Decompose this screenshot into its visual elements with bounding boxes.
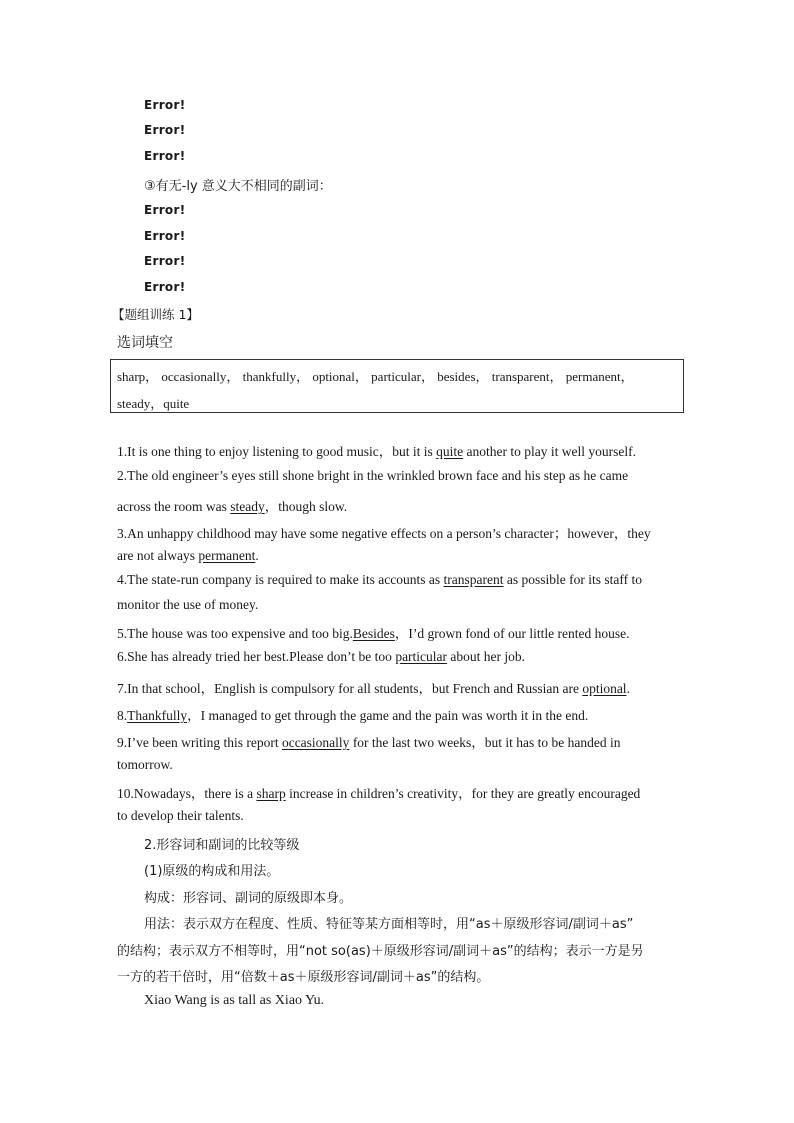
sentence-2-line-1: 2.The old engineer’s eyes still shone bright in the wrinkled brown face and his step as he came <box>117 468 629 483</box>
word-bank-box <box>110 359 684 413</box>
answer-blank: permanent <box>198 548 256 563</box>
sentence-4-line-2: monitor the use of money. <box>117 597 259 612</box>
sentence-9-line-1: 9.I’ve been writing this report occasionally for the last two weeks，but it has to be handed in <box>117 735 621 750</box>
answer-blank: occasionally <box>281 735 350 750</box>
answer-blank: particular <box>395 649 448 664</box>
sentence-7: 7.In that school，English is compulsory for all students，but French and Russian are optional. <box>117 681 630 696</box>
usage-line-2: 的结构；表示双方不相等时，用“not so(as)＋原级形容词/副词＋as”的结构；表示一方是另 <box>117 944 644 959</box>
answer-blank: optional <box>582 681 627 696</box>
error-text: Error! <box>144 229 186 243</box>
note-3: ③有无-ly 意义大不相同的副词： <box>144 179 332 194</box>
answer-blank: Besides <box>352 626 395 641</box>
error-text: Error! <box>144 203 186 217</box>
sentence-4-line-1: 4.The state-run company is required to make its accounts as transparent as possible for its staff to <box>117 572 643 587</box>
sentence-9-line-2: tomorrow. <box>117 757 173 772</box>
sentence-3-line-2: are not always permanent. <box>117 548 259 563</box>
sentence-5: 5.The house was too expensive and too big.Besides，I’d grown fond of our little rented house. <box>117 626 630 641</box>
section-2-title: 2.形容词和副词的比较等级 <box>144 838 300 853</box>
sentence-10-line-2: to develop their talents. <box>117 808 244 823</box>
section-2-subtitle: (1)原级的构成和用法。 <box>144 864 280 879</box>
answer-blank: quite <box>436 444 464 459</box>
error-text: Error! <box>144 254 186 268</box>
error-text: Error! <box>144 149 186 163</box>
error-text: Error! <box>144 123 186 137</box>
sentence-6: 6.She has already tried her best.Please don’t be too particular about her job. <box>117 649 526 664</box>
word-bank-line: steady，quite <box>117 396 190 411</box>
answer-blank: Thankfully <box>127 708 188 723</box>
sentence-8: 8.Thankfully，I managed to get through the game and the pain was worth it in the end. <box>117 708 589 723</box>
error-text: Error! <box>144 280 186 294</box>
task-title: 选词填空 <box>117 335 173 351</box>
sentence-2-line-2: across the room was steady，though slow. <box>117 499 348 514</box>
example-sentence: Xiao Wang is as tall as Xiao Yu. <box>144 993 325 1008</box>
error-text: Error! <box>144 98 186 112</box>
sentence-10-line-1: 10.Nowadays，there is a sharp increase in children’s creativity，for they are greatly encouraged <box>117 786 641 801</box>
usage-line-1: 用法：表示双方在程度、性质、特征等某方面相等时，用“as＋原级形容词/副词＋as” <box>144 917 634 932</box>
usage-line-3: 一方的若干倍时，用“倍数＋as＋原级形容词/副词＋as”的结构。 <box>117 970 490 985</box>
answer-blank: transparent <box>443 572 504 587</box>
sentence-1: 1.It is one thing to enjoy listening to good music，but it is quite another to play it well yourself. <box>117 444 636 459</box>
formation-text: 构成：形容词、副词的原级即本身。 <box>144 891 353 906</box>
answer-blank: steady <box>230 499 265 514</box>
sentence-3-line-1: 3.An unhappy childhood may have some negative effects on a person’s character；however，they <box>117 526 651 541</box>
group-title: 【题组训练 1】 <box>112 307 199 322</box>
answer-blank: sharp <box>256 786 286 801</box>
word-bank-line: sharp， occasionally， thankfully， optional， particular， besides， transparent， permanent， <box>117 369 634 384</box>
